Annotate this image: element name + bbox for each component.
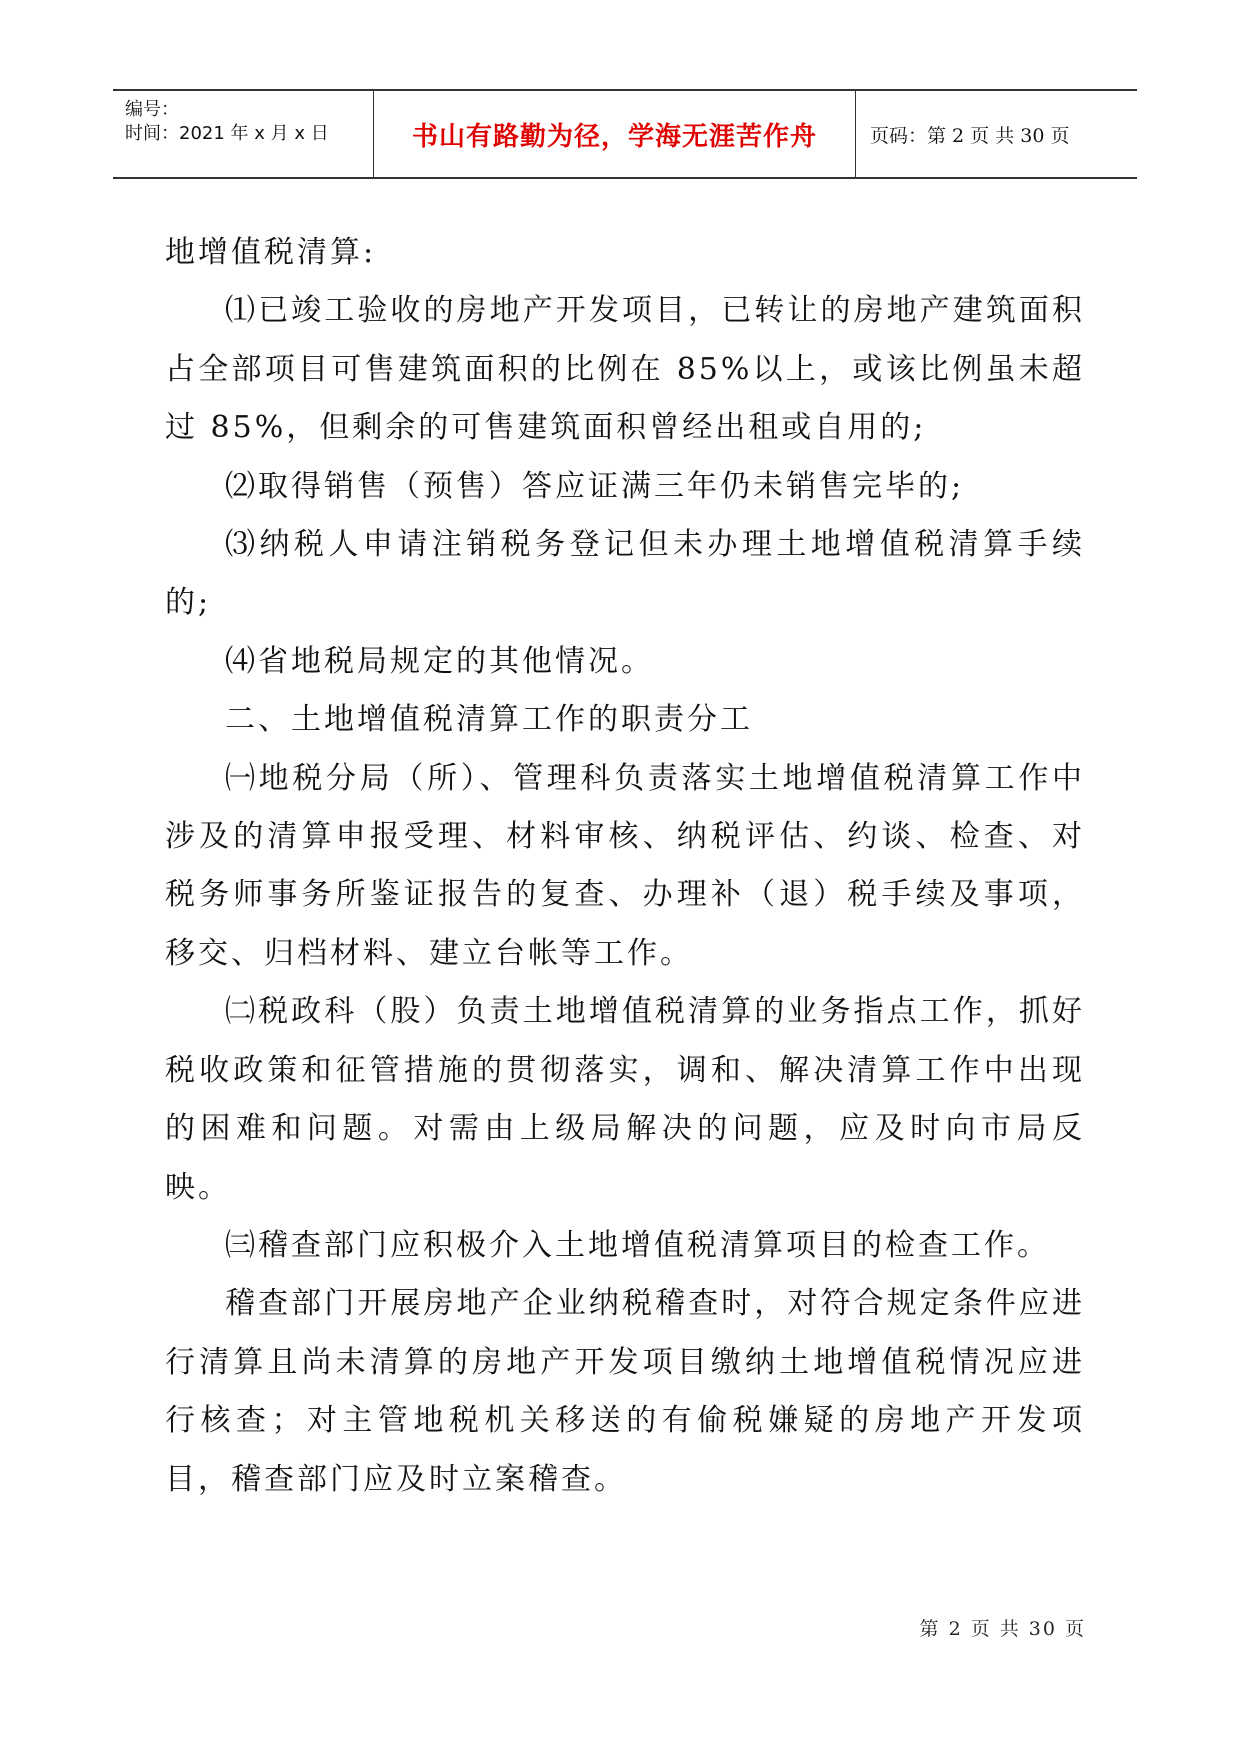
paragraph: ⑴已竣工验收的房地产开发项目，已转让的房地产建筑面积占全部项目可售建筑面积的比例在 85%以上，或该比例虽未超过 85%，但剩余的可售建筑面积曾经出租或自用的; <box>165 293 1085 446</box>
paragraph: ⑷省地税局规定的其他情况。 <box>225 643 654 679</box>
page-footer: 第 2 页 共 30 页 <box>919 1618 1086 1640</box>
paragraph: ⑵取得销售（预售）答应证满三年仍未销售完毕的; <box>225 468 965 504</box>
header-page-info: 页码：第 2 页 共 30 页 <box>870 124 1070 147</box>
document-header <box>113 89 1137 179</box>
paragraph: 稽查部门开展房地产企业纳税稽查时，对符合规定条件应进行清算且尚未清算的房地产开发项目缴纳土地增值税情况应进行核查；对主管地税机关移送的有偷税嫌疑的房地产开发项目，稽查部门应及时立案稽查。 <box>165 1286 1085 1497</box>
paragraph: ㈠地税分局（所）、管理科负责落实土地增值税清算工作中涉及的清算申报受理、材料审核、纳税评估、约谈、检查、对税务师事务所鉴证报告的复查、办理补（退）税手续及事项，移交、归档材料、建立台帐等工作。 <box>165 760 1085 971</box>
paragraph: ⑶纳税人申请注销税务登记但未办理土地增值税清算手续的; <box>165 527 1085 621</box>
paragraph: ㈡税政科（股）负责土地增值税清算的业务指点工作，抓好税收政策和征管措施的贯彻落实，调和、解决清算工作中出现的困难和问题。对需由上级局解决的问题，应及时向市局反映。 <box>165 994 1085 1205</box>
header-motto: 书山有路勤为径，学海无涯苦作舟 <box>373 91 856 177</box>
document-body <box>165 224 1085 1509</box>
number-label: 编号： <box>125 99 179 120</box>
section-heading: 二、土地增值税清算工作的职责分工 <box>225 702 753 738</box>
date-label: 时间：2021 年 x 月 x 日 <box>125 123 329 144</box>
paragraph: 地增值税清算: <box>165 235 377 270</box>
header-meta <box>113 91 373 177</box>
paragraph: ㈢稽查部门应积极介入土地增值税清算项目的检查工作。 <box>225 1227 1050 1263</box>
